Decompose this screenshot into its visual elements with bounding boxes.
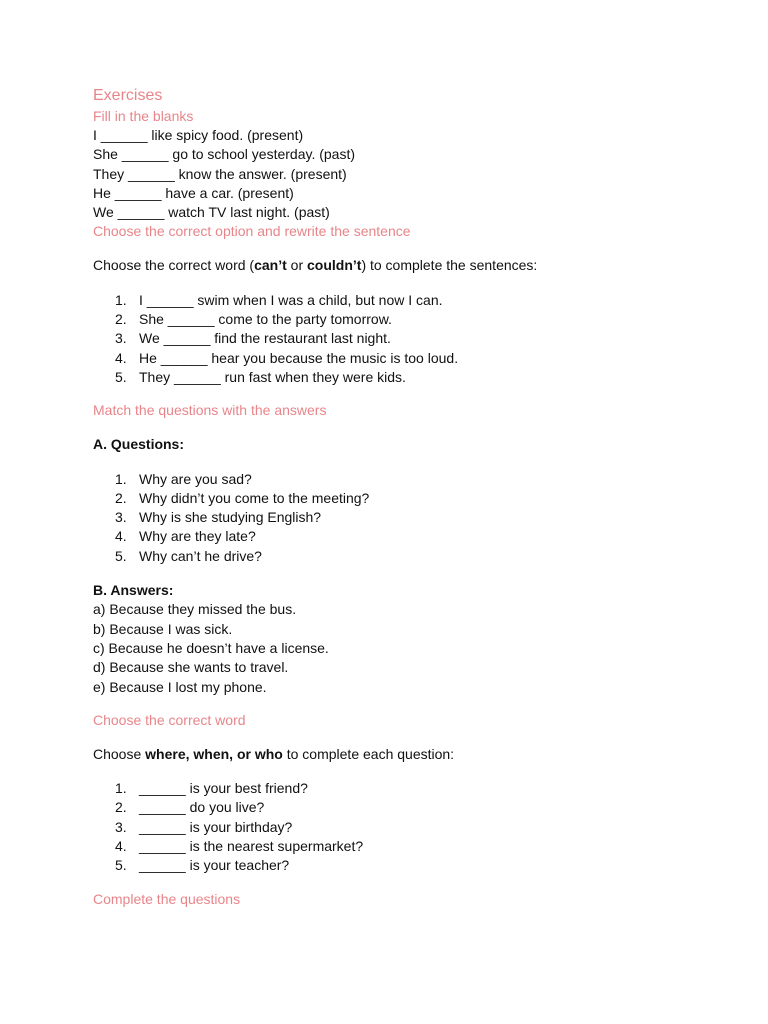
answer-line: c) Because he doesn’t have a license. (93, 639, 329, 656)
list-item-text: ______ is the nearest supermarket? (139, 838, 364, 855)
exercise-line: We ______ watch TV last night. (past) (93, 204, 330, 221)
list-number: 5. (115, 547, 127, 564)
list-item-text: I ______ swim when I was a child, but now I can. (139, 291, 443, 308)
list-item-text: ______ is your teacher? (139, 857, 290, 874)
list-item-text: He ______ hear you because the music is too loud. (139, 349, 459, 366)
instruction-part: ) to complete the sentences: (361, 257, 538, 274)
list-item (93, 508, 733, 527)
answers-label (93, 581, 733, 600)
questions-label (93, 435, 733, 454)
list-number: 3. (115, 330, 127, 347)
list-number: 2. (115, 799, 127, 816)
instruction-part: Choose (93, 745, 146, 762)
list-item-text: ______ do you live? (139, 799, 265, 816)
list-number: 5. (115, 857, 127, 874)
list-item (93, 527, 733, 546)
exercise-line: They ______ know the answer. (present) (93, 165, 347, 182)
list-item (93, 779, 733, 798)
list-item-text: Why are you sad? (139, 470, 252, 487)
list-item (93, 349, 733, 368)
list-number: 5. (115, 368, 127, 385)
list-item-text: ______ is your birthday? (139, 818, 293, 835)
list-item (93, 329, 733, 348)
instruction-text (93, 745, 733, 764)
answers-label-text: B. Answers: (93, 582, 174, 599)
section-heading-complete-questions: Complete the questions (93, 890, 241, 907)
questions-list (93, 470, 733, 566)
list-item-text: ______ is your best friend? (139, 780, 308, 797)
list-number: 3. (115, 818, 127, 835)
section-heading-choose-option: Choose the correct option and rewrite the sentence (93, 223, 411, 240)
list-item (93, 818, 733, 837)
answer-line: a) Because they missed the bus. (93, 601, 297, 618)
document-page (93, 86, 733, 909)
answer-line: e) Because I lost my phone. (93, 678, 267, 695)
list-number: 3. (115, 509, 127, 526)
list-number: 2. (115, 311, 127, 328)
section-heading-choose-word: Choose the correct word (93, 711, 246, 728)
list-number: 1. (115, 780, 127, 797)
instruction-part: Choose the correct word ( (93, 257, 255, 274)
list-item-text: Why are they late? (139, 528, 256, 545)
list-number: 4. (115, 349, 127, 366)
list-item-text: Why didn’t you come to the meeting? (139, 489, 370, 506)
list-item-text: We ______ find the restaurant last night. (139, 330, 391, 347)
exercise-line: I ______ like spicy food. (present) (93, 127, 304, 143)
list-item (93, 547, 733, 566)
exercise-line: He ______ have a car. (present) (93, 184, 294, 201)
section-heading-match: Match the questions with the answers (93, 402, 327, 419)
instruction-bold: couldn’t (307, 257, 362, 274)
list-item-text: They ______ run fast when they were kids. (139, 368, 406, 385)
exercise-line: She ______ go to school yesterday. (past) (93, 146, 356, 163)
list-number: 4. (115, 838, 127, 855)
section-heading-fill-blanks: Fill in the blanks (93, 108, 194, 124)
list-item (93, 291, 733, 310)
instruction-part: to complete each question: (282, 745, 455, 762)
list-number: 1. (115, 291, 127, 308)
list-item-text: Why can’t he drive? (139, 547, 262, 564)
list-item-text: She ______ come to the party tomorrow. (139, 311, 392, 328)
questions-label-text: A. Questions: (93, 436, 185, 453)
instruction-text (93, 256, 733, 275)
list-number: 2. (115, 489, 127, 506)
list-item (93, 368, 733, 387)
numbered-list (93, 779, 733, 875)
instruction-bold: where, when, or who (145, 745, 283, 762)
numbered-list (93, 291, 733, 387)
list-item (93, 837, 733, 856)
list-item (93, 489, 733, 508)
list-number: 1. (115, 470, 127, 487)
page-title: Exercises (93, 87, 163, 104)
list-item-text: Why is she studying English? (139, 509, 322, 526)
answer-line: b) Because I was sick. (93, 620, 233, 637)
list-item (93, 310, 733, 329)
list-number: 4. (115, 528, 127, 545)
answer-line: d) Because she wants to travel. (93, 659, 289, 676)
list-item (93, 798, 733, 817)
list-item (93, 470, 733, 489)
instruction-bold: can’t (254, 257, 287, 274)
list-item (93, 856, 733, 875)
instruction-part: or (286, 257, 307, 274)
